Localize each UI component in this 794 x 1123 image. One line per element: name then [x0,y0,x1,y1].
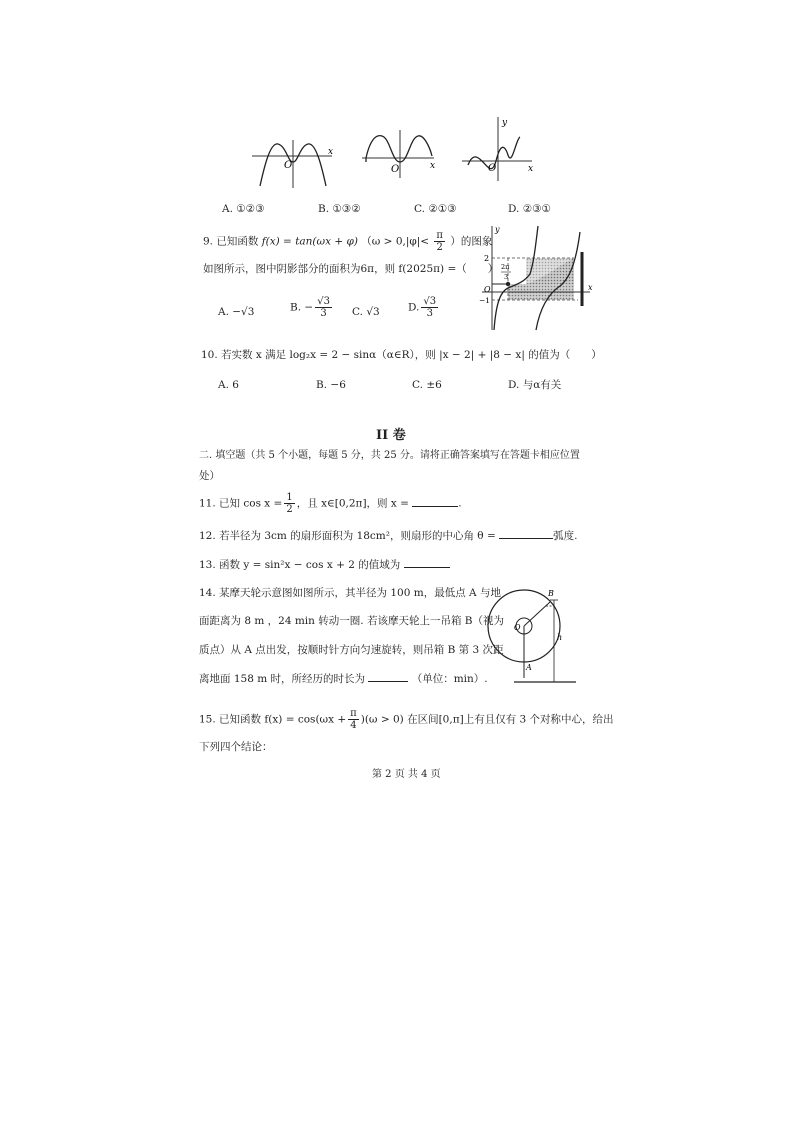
q12-answer-blank[interactable] [499,528,553,539]
q9-figure-tick-neg1: −1 [479,296,491,305]
q14-figure-label-h: h [557,633,563,642]
graph-1-origin: O [284,160,293,171]
q14-line4: 离地面 158 m 时，所经历的时长为 （单位：min）. [199,673,488,685]
q14-ferris-wheel-figure [484,586,584,690]
q8-option-d: D. ②③① [508,203,551,215]
fill-in-heading-cont: 处） [199,470,220,482]
q9-option-c: C. √3 [352,306,380,318]
q14-figure-label-b: B [548,589,554,598]
q10-stem: 10. 若实数 x 满足 log₂x = 2 − sinα（α∈R），则 |x − 2| + |8 − x| 的值为（ ） [201,349,602,361]
graph-2-origin: O [391,164,400,175]
q10-option-a: A. 6 [218,379,239,391]
q9-figure-y-label: y [495,225,500,234]
q12: 12. 若半径为 3cm 的扇形面积为 18cm²，则扇形的中心角 θ = 弧度. [199,530,578,542]
q9-option-b: B. − $\frac{√3}{3}$ [290,296,330,319]
graph-3-x-label: x [528,164,534,174]
q11: 11. 已知 cos x = $\frac{1}{2}$ ，且 x∈[0,2π]，则 x = . [199,492,462,515]
q8-option-a: A. ①②③ [222,203,265,215]
q9-figure-origin: O [484,285,491,294]
q15-line2: 下列四个结论： [199,741,273,753]
q10-option-c: C. ±6 [412,379,442,391]
q13-answer-blank[interactable] [404,557,450,568]
q13: 13. 函数 y = sin²x − cos x + 2 的值域为 [199,557,450,572]
q10-option-b: B. −6 [316,379,346,391]
q9-stem-line2: 如图所示，图中阴影部分的面积为6π，则 f(2025π) =（ ） [203,263,499,275]
q9-option-a: A. −√3 [218,306,255,318]
q14-figure-label-o: O [514,623,521,632]
q11-answer-blank[interactable] [412,496,458,507]
q14-line1: 14. 某摩天轮示意图如图所示，其半径为 100 m，最低点 A 与地 [199,587,501,599]
graph-1-x-label: x [328,147,334,157]
q9-figure-3: 3 [504,273,509,281]
q14-line3: 质点）从 A 点出发，按顺时针方向匀速旋转，则吊箱 B 第 3 次距 [199,644,504,656]
q9-option-d: D. $\frac{√3}{3}$ [408,296,437,319]
q10-option-d: D. 与α有关 [508,379,562,391]
graph-3-origin: O [488,163,497,174]
graph-2-x-label: x [430,161,436,171]
graph-1 [248,138,338,190]
page-footer: 第 2 页 共 4 页 [372,769,441,780]
q8-option-b: B. ①③② [318,203,361,215]
graph-3 [460,115,540,183]
q9-figure-x-label: x [588,283,593,292]
graph-2 [360,128,440,180]
q14-answer-blank[interactable] [368,671,408,682]
q15: 15. 已知函数 f(x) = cos(ωx + $\frac{\pi}{4}$ )(ω > 0) 在区间[0,π]上有且仅有 3 个对称中心，给出 [199,708,614,731]
q14-figure-label-a: A [526,663,532,672]
q9-stem: 9. 已知函数 f(x) = tan(ωx + φ) （ω > 0,|φ|< $\frac{\pi}{2}$ ）的图象 [203,230,493,253]
section-title: II 卷 [376,428,406,443]
q8-option-c: C. ②①③ [414,203,457,215]
graph-3-y-label: y [502,118,508,128]
fill-in-heading: 二. 填空题（共 5 个小题，每题 5 分，共 25 分。请将正确答案填写在答题卡相应位置 [199,450,580,461]
q14-line2: 面距离为 8 m ，24 min 转动一圈. 若该摩天轮上一吊箱 B（视为 [199,615,504,627]
q9-figure-tick-2: 2 [484,254,490,263]
q9-figure [478,222,596,334]
q9-figure-2pi: 2π [501,263,510,271]
